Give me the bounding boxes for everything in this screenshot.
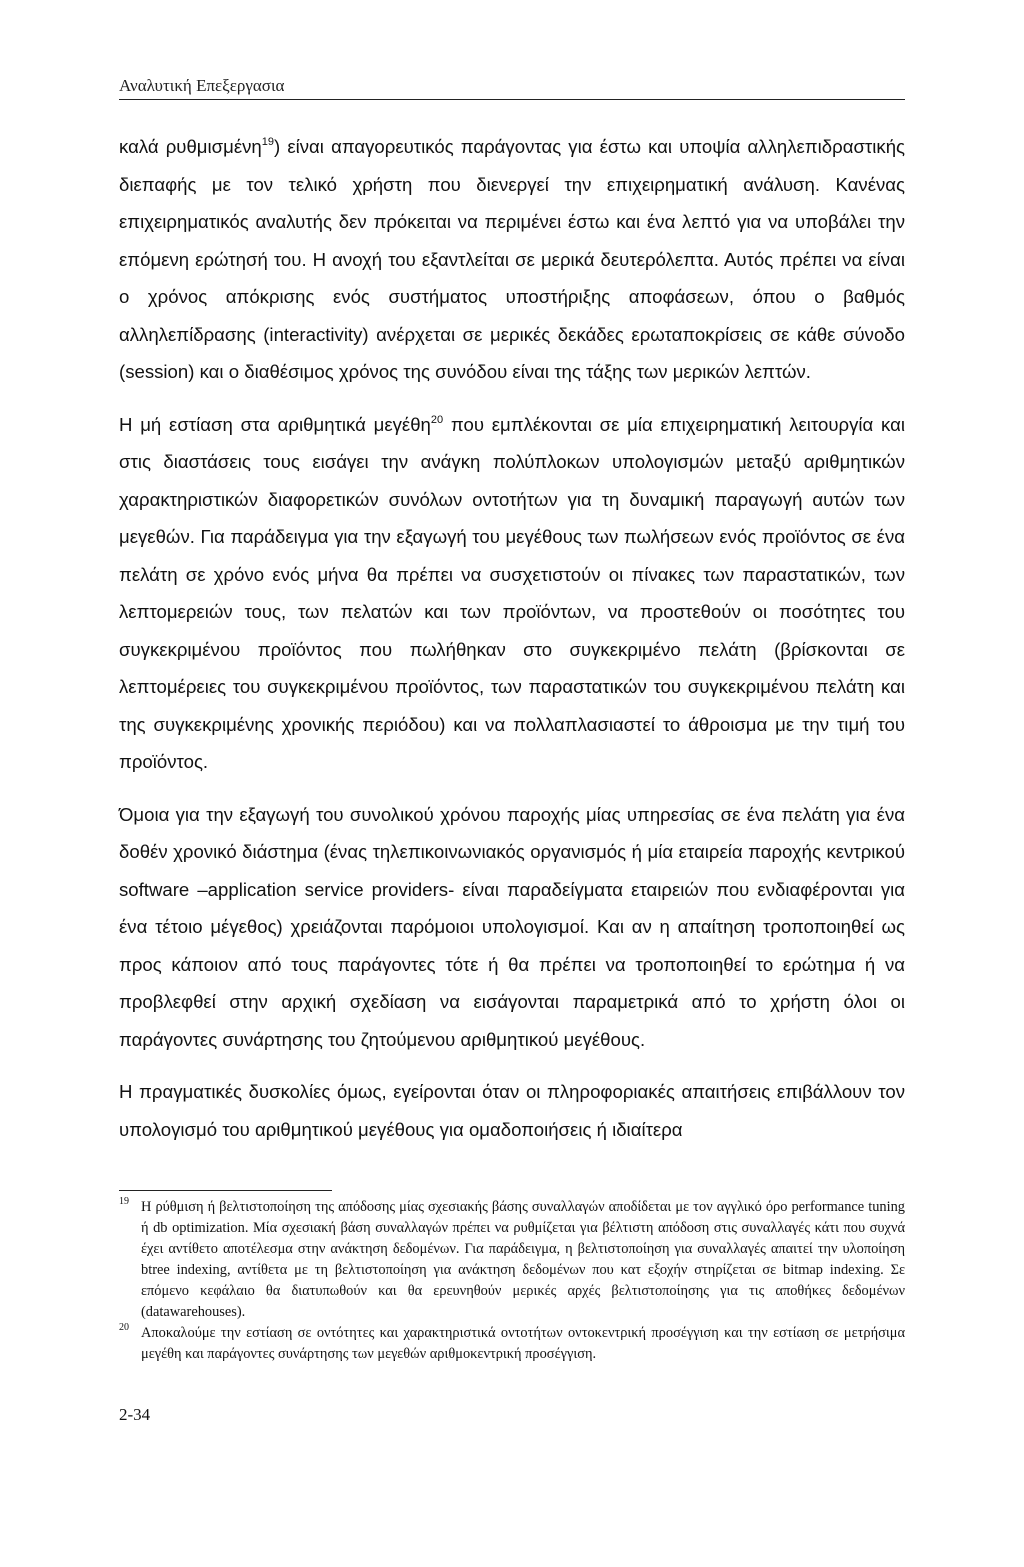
paragraph-2-rest: που εμπλέκονται σε μία επιχειρηματική λειτουργία και στις διαστάσεις τους εισάγει την ανάγκη πολύπλοκων υπολογισμών μεταξύ αριθμητικών χαρακτηριστικών διαφορετικών συνόλων οντοτήτων για τη δυναμική παραγωγή αυτών των μεγεθών. Για παράδειγμα για την εξαγωγή του μεγέθους των πωλήσεων ενός προϊόντος σε ένα πελάτη σε χρόνο ενός μήνα θα πρέπει να συσχετιστούν οι πίνακες των παραστατικών, των λεπτομερειών τους, των πελατών και των προϊόντων, να προστεθούν οι ποσότητες του συγκεκριμένου προϊόντος που πωλήθηκαν στο συγκεκριμένο πελάτη (βρίσκονται σε λεπτομέρειες του συγκεκριμένου προϊόντος, των παραστατικών του συγκεκριμένου πελάτη και της συγκεκριμένης χρονικής περιόδου) και να πολλαπλασιαστεί το άθροισμα με την τιμή του προϊόντος.	[119, 413, 906, 772]
paragraph-3: Όμοια για την εξαγωγή του συνολικού χρόνου παροχής μίας υπηρεσίας σε ένα πελάτη για ένα δοθέν χρονικό διάστημα (ένας τηλεπικοινωνιακός οργανισμός ή μία εταιρεία παροχής κεντρικού software –application service providers- είναι παραδείγματα εταιρειών που ενδιαφέρονται για ένα τέτοιο μέγεθος) χρειάζονται παρόμοιοι υπολογισμοί. Και αν η απαίτηση τροποποιηθεί ως προς κάποιον από τους παράγοντες τότε ή θα πρέπει να τροποποιηθεί το ερώτημα ή να προβλεφθεί στην αρχική σχεδίαση να εισάγονται παραμετρικά από το χρήστη όλοι οι παράγοντες συνάρτησης του ζητούμενου αριθμητικού μεγέθους.	[119, 803, 905, 1050]
footnote-ref-19: 19	[261, 136, 275, 148]
footnote-text: Η ρύθμιση ή βελτιστοποίηση της απόδοσης μίας σχεσιακής βάσης συναλλαγών αποδίδεται με τον αγγλικό όρο performance tuning ή db optimization. Μία σχεσιακή βάση συναλλαγών πρέπει να ρυθμίζεται για βέλτιστη απόδοση στις συναλλαγές κάτι που συχνά έχει αντίθετο αποτέλεσμα στην ανάκτηση δεδομένων. Για παράδειγμα, η βελτιστοποίηση για συναλλαγές απαιτεί την υλοποίηση btree indexing, αντίθετα με τη βελτιστοποίηση για ανάκτηση δεδομένων που κατ εξοχήν στηρίζεται σε bitmap indexing. Σε επόμενο κεφάλαιο θα διατυπωθούν και θα ερευνηθούν μερικές αρχές βελτιστοποίησης για τις αποθήκες δεδομένων (datawarehouses).	[141, 1199, 905, 1320]
footnote-rule	[119, 1190, 332, 1191]
footnote-mark: 19	[119, 1196, 129, 1207]
footnote-20	[119, 1323, 905, 1365]
footnote-mark: 20	[119, 1322, 129, 1333]
body-text	[119, 128, 905, 1148]
page-number: 2-34	[119, 1405, 151, 1424]
paragraph-1	[119, 128, 905, 391]
paragraph-1-lead: καλά ρυθμισμένη	[119, 136, 262, 157]
footnote-text: Αποκαλούμε την εστίαση σε οντότητες και χαρακτηριστικά οντοτήτων οντοκεντρική προσέγγιση και την εστίαση σε μετρήσιμα μεγέθη και παράγοντες συνάρτησης των μεγεθών αριθμοκεντρική προσέγγιση.	[141, 1325, 905, 1362]
paragraph-2-lead: Η μή εστίαση στα αριθμητικά μεγέθη	[119, 413, 431, 435]
header-rule	[119, 99, 905, 100]
footnote-ref-20: 20	[430, 413, 444, 426]
paragraph-4: Η πραγματικές δυσκολίες όμως, εγείρονται όταν οι πληροφοριακές απαιτήσεις επιβάλλουν τον υπολογισμό του αριθμητικού μεγέθους για ομαδοποιήσεις ή ιδιαίτερα	[119, 1081, 905, 1140]
paragraph-2	[119, 406, 905, 781]
footnote-19	[119, 1197, 905, 1323]
paragraph-1-rest: ) είναι απαγορευτικός παράγοντας για έστω και υποψία αλληλεπιδραστικής διεπαφής με τον τελικό χρήστη που διενεργεί την επιχειρηματική ανάλυση. Κανένας επιχειρηματικός αναλυτής δεν πρόκειται να περιμένει έστω και ένα λεπτό για να υποβάλει την επόμενη ερώτησή του. Η ανοχή του εξαντλείται σε μερικά δευτερόλεπτα. Αυτός πρέπει να είναι ο χρόνος απόκρισης ενός συστήματος υποστήριξης αποφάσεων, όπου ο βαθμός αλληλεπίδρασης (interactivity) ανέρχεται σε μερικές δεκάδες ερωταποκρίσεις σε κάθε σύνοδο (session) και ο διαθέσιμος χρόνος της συνόδου είναι της τάξης των μερικών λεπτών.	[119, 136, 905, 382]
footnotes	[119, 1197, 905, 1365]
running-header: Αναλυτική Επεξεργασια	[119, 76, 285, 95]
